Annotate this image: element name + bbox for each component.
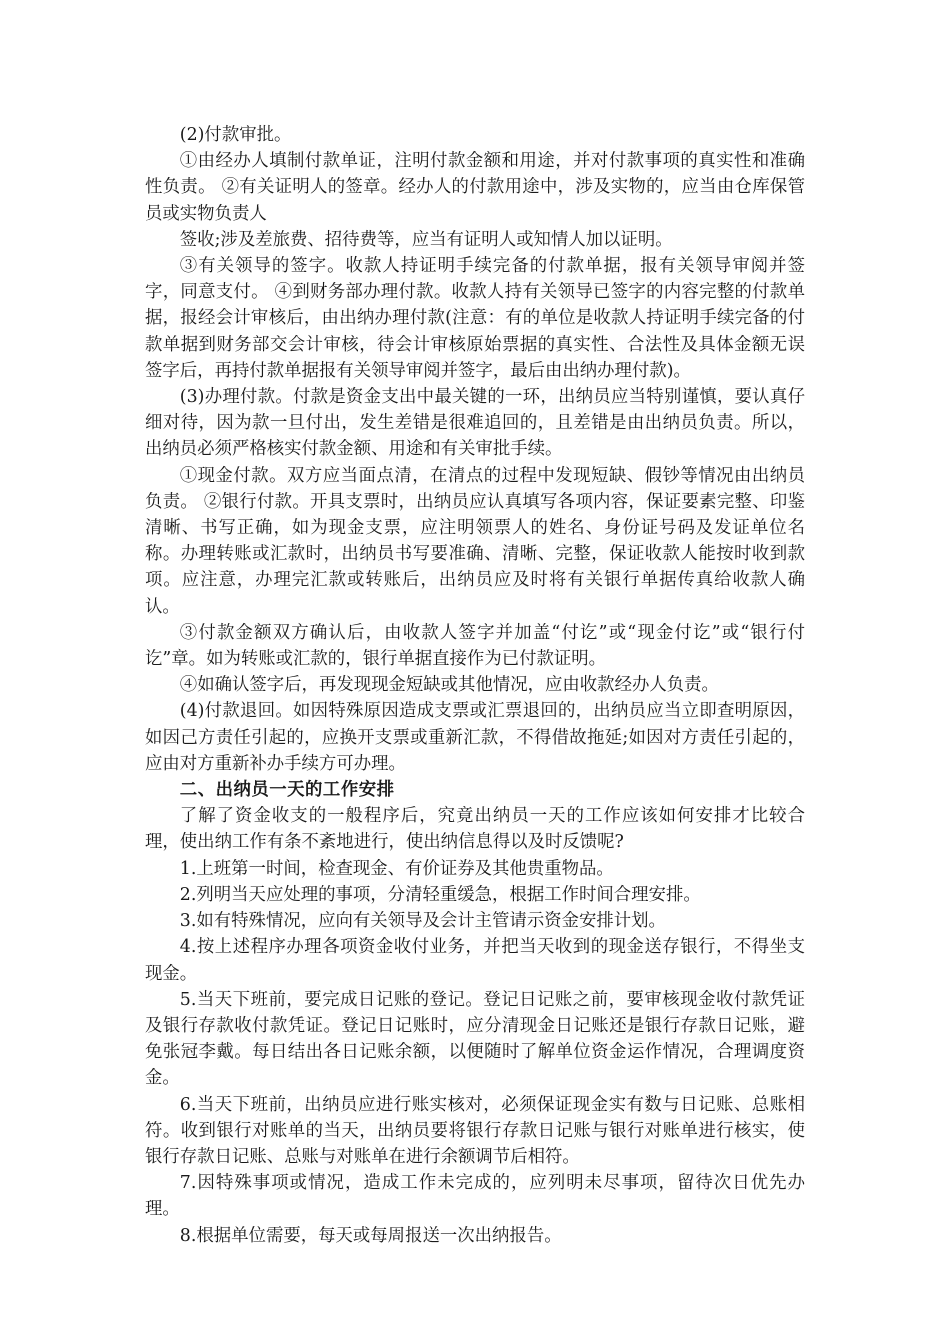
list-item-6: 6.当天下班前，出纳员应进行账实核对，必须保证现金实有数与日记账、总账相符。收到银行对账单的当天，出纳员要将银行存款日记账与银行对账单进行核实，使银行存款日记账、总账与对账单在进行余额调节后相符。 [145,1094,805,1167]
paragraph-payment-return: (4)付款退回。如因特殊原因造成支票或汇票退回的，出纳员应当立即查明原因，如因己方责任引起的，应换开支票或重新汇款，不得借故拖延;如因对方责任引起的，应由对方重新补办手续方可办理。 [145,701,805,774]
list-item-5: 5.当天下班前，要完成日记账的登记。登记日记账之前，要审核现金收付款凭证及银行存款收付款凭证。登记日记账时，应分清现金日记账还是银行存款日记账，避免张冠李戴。每日结出各日记账余额，以便随时了解单位资金运作情况，合理调度资金。 [145,989,805,1089]
list-item-7: 7.因特殊事项或情况，造成工作未完成的，应列明未尽事项，留待次日优先办理。 [145,1173,805,1220]
paragraph-daily-intro: 了解了资金收支的一般程序后，究竟出纳员一天的工作应该如何安排才比较合理，使出纳工作有条不紊地进行，使出纳信息得以及时反馈呢? [145,806,805,853]
list-item-1: 1.上班第一时间，检查现金、有价证券及其他贵重物品。 [179,858,614,879]
paragraph-approval-step-1-2: ①由经办人填制付款单证，注明付款金额和用途，并对付款事项的真实性和准确性负责。 ②有关证明人的签章。经办人的付款用途中，涉及实物的，应当由仓库保管员或实物负责人 [145,151,805,224]
paragraph-handle-payment: (3)办理付款。付款是资金支出中最关键的一环，出纳员应当特别谨慎，要认真仔细对待，因为款一旦付出，发生差错是很难追回的，且差错是由出纳员负责。所以，出纳员必须严格核实付款金额、用途和有关审批手续。 [145,387,805,460]
list-item-8: 8.根据单位需要，每天或每周报送一次出纳报告。 [179,1225,562,1246]
paragraph-payment-approval: (2)付款审批。 [179,125,292,145]
paragraph-cash-bank-payment: ①现金付款。双方应当面点清，在清点的过程中发现短缺、假钞等情况由出纳员负责。 ②银行付款。开具支票时，出纳员应认真填写各项内容，保证要素完整、印鉴清晰、书写正确，如为现金支票，应注明领票人的姓名、身份证号码及发证单位名称。办理转账或汇款时，出纳员书写要准确、清晰、完整，保证收款人能按时收到款项。应注意，办理完汇款或转账后，出纳员应及时将有关银行单据传真给收款人确认。 [145,465,805,617]
list-item-4: 4.按上述程序办理各项资金收付业务，并把当天收到的现金送存银行，不得坐支现金。 [145,937,805,984]
list-item-3: 3.如有特殊情况，应向有关领导及会计主管请示资金安排计划。 [179,911,666,932]
paragraph-approval-sign: 签收;涉及差旅费、招待费等，应当有证明人或知情人加以证明。 [179,229,673,250]
document-body [145,122,805,1249]
section-heading-daily-schedule: 二、出纳员一天的工作安排 [179,780,395,801]
paragraph-approval-step-3-4: ③有关领导的签字。收款人持证明手续完备的付款单据，报有关领导审阅并签字，同意支付。 ④到财务部办理付款。收款人持有关领导已签字的内容完整的付款单据，报经会计审核后，由出纳办理付款(注意：有的单位是收款人持证明手续完备的付款单据到财务部交会计审核，待会计审核原始票据的真实性、合法性及具体金额无误签字后，再持付款单据报有关领导审阅并签字，最后由出纳办理付款)。 [145,256,805,381]
paragraph-shortage-responsibility: ④如确认签字后，再发现现金短缺或其他情况，应由收款经办人负责。 [179,675,719,696]
list-item-2: 2.列明当天应处理的事项，分清轻重缓急，根据工作时间合理安排。 [179,884,701,905]
paragraph-payment-confirm: ③付款金额双方确认后，由收款人签字并加盖“付讫”或“现金付讫”或“银行付讫”章。如为转账或汇款的，银行单据直接作为已付款证明。 [145,622,805,670]
